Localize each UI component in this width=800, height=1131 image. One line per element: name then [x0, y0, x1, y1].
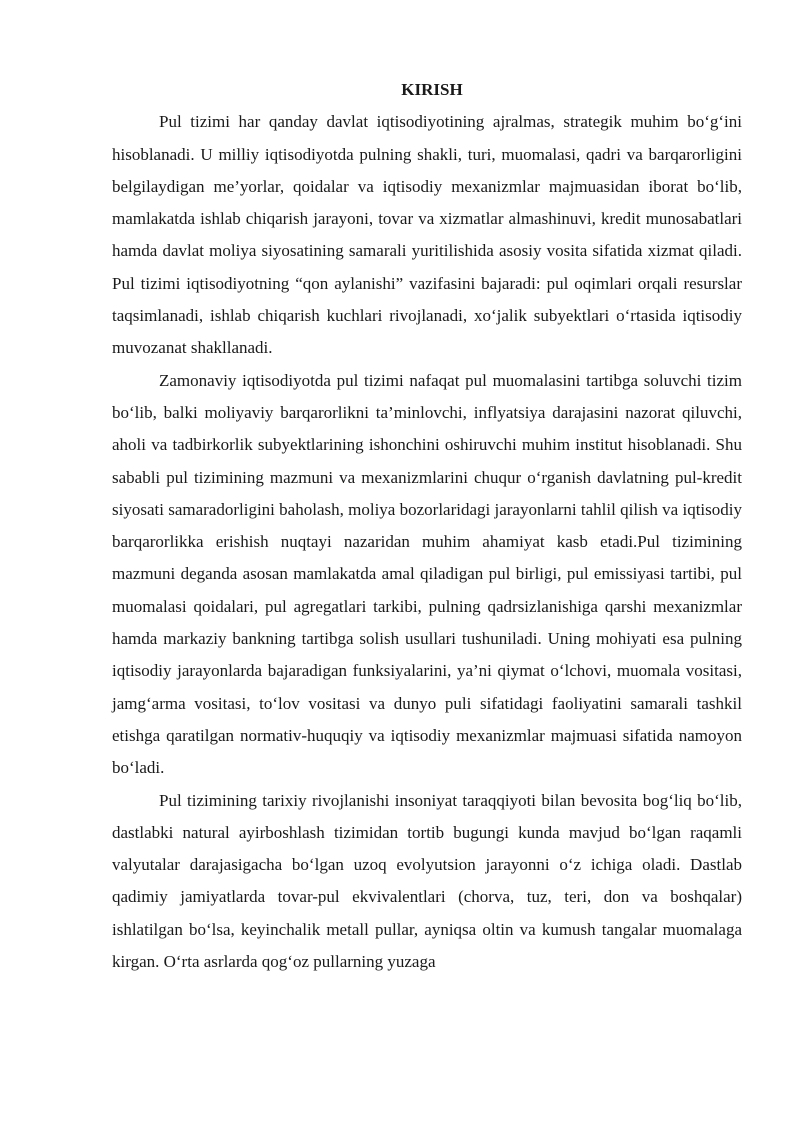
document-body	[112, 74, 742, 978]
paragraph-2: Zamonaviy iqtisodiyotda pul tizimi nafaqat pul muomalasini tartibga soluvchi tizim bo‘lib, balki moliyaviy barqarorlikni ta’minlovchi, inflyatsiya darajasini nazorat qiluvchi, aholi va tadbirkorlik subyektlarining ishonchini oshiruvchi muhim institut hisoblanadi. Shu sababli pul tizimining mazmuni va mexanizmlarini chuqur o‘rganish davlatning pul-kredit siyosati samaradorligini baholash, moliya bozorlaridagi jarayonlarni tahlil qilish va iqtisodiy barqarorlikka erishish nuqtayi nazaridan muhim ahamiyat kasb etadi.Pul tizimining mazmuni deganda asosan mamlakatda amal qiladigan pul birligi, pul emissiyasi tartibi, pul muomalasi qoidalari, pul agregatlari tarkibi, pulning qadrsizlanishiga qarshi mexanizmlar hamda markaziy bankning tartibga solish usullari tushuniladi. Uning mohiyati esa pulning iqtisodiy jarayonlarda bajaradigan funksiyalarini, ya’ni qiymat o‘lchovi, muomala vositasi, jamg‘arma vositasi, to‘lov vositasi va dunyo puli sifatidagi faoliyatini samarali tashkil etishga qaratilgan normativ-huquqiy va iqtisodiy mexanizmlar majmuasi sifatida namoyon bo‘ladi.	[112, 370, 742, 778]
page-title: KIRISH	[401, 80, 463, 99]
paragraph-3: Pul tizimining tarixiy rivojlanishi insoniyat taraqqiyoti bilan bevosita bog‘liq bo‘lib, dastlabki natural ayirboshlash tizimidan tortib bugungi kunda mavjud bo‘lgan raqamli valyutalar darajasigacha bo‘lgan uzoq evolyutsion jarayonni o‘z ichiga oladi. Dastlab qadimiy jamiyatlarda tovar-pul ekvivalentlari (chorva, tuz, teri, don va boshqalar) ishlatilgan bo‘lsa, keyinchalik metall pullar, ayniqsa oltin va kumush tangalar muomalaga kirgan. O‘rta asrlarda qog‘oz pullarning yuzaga	[112, 790, 742, 972]
paragraph-1: Pul tizimi har qanday davlat iqtisodiyotining ajralmas, strategik muhim bo‘g‘ini hisoblanadi. U milliy iqtisodiyotda pulning shakli, turi, muomalasi, qadri va barqarorligini belgilaydigan me’yorlar, qoidalar va iqtisodiy mexanizmlar majmuasidan iborat bo‘lib, mamlakatda ishlab chiqarish jarayoni, tovar va xizmatlar almashinuvi, kredit munosabatlari hamda davlat moliya siyosatining samarali yuritilishida asosiy vosita sifatida xizmat qiladi. Pul tizimi iqtisodiyotning “qon aylanishi” vazifasini bajaradi: pul oqimlari orqali resurslar taqsimlanadi, ishlab chiqarish kuchlari rivojlanadi, xo‘jalik subyektlari o‘rtasida iqtisodiy muvozanat shakllanadi.	[112, 112, 742, 358]
